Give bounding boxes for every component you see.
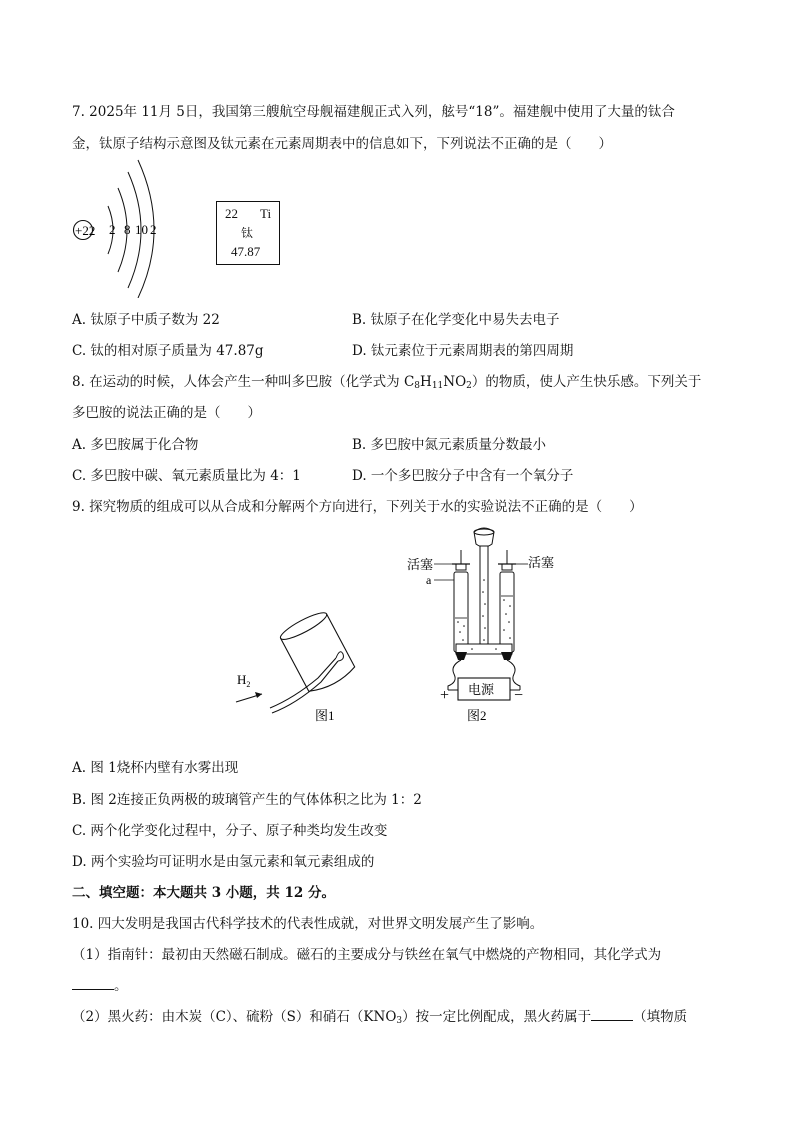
q9-option-d: D. 两个实验均可证明水是由氢元素和氧元素组成的 xyxy=(72,854,375,870)
titanium-atom-structure-diagram xyxy=(68,158,178,298)
q9-stem: 9. 探究物质的组成可以从合成和分解两个方向进行，下列关于水的实验说法不正确的是（ ） xyxy=(72,499,643,515)
figure-2-caption: 图2 xyxy=(467,708,487,723)
figure-1-caption: 图1 xyxy=(315,708,335,723)
q7-option-b: B. 钛原子在化学变化中易失去电子 xyxy=(352,312,560,328)
stopcock-right-label: 活塞 xyxy=(528,555,555,570)
stopcock-left-label: 活塞 xyxy=(407,557,434,572)
q7-stem-line1: 7. 2025年 11月 5日，我国第三艘航空母舰福建舰正式入列，舷号“18”。福建舰中使用了大量的钛合 xyxy=(72,104,675,120)
figure-2-water-electrolysis xyxy=(402,520,562,726)
power-supply-label: 电源 xyxy=(468,682,495,697)
q9-option-c: C. 两个化学变化过程中，分子、原子种类均发生改变 xyxy=(72,823,388,839)
shell-3-electrons: 10 xyxy=(135,222,148,237)
section-2-heading: 二、填空题：本大题共 3 小题，共 12 分。 xyxy=(72,885,335,901)
q10-part1-answer-line: 。 xyxy=(72,977,128,995)
q8-option-d: D. 一个多巴胺分子中含有一个氧分子 xyxy=(352,468,574,484)
q10-stem: 10. 四大发明是我国古代科学技术的代表性成就，对世界文明发展产生了影响。 xyxy=(72,916,544,932)
q8-stem-line2: 多巴胺的说法正确的是（ ） xyxy=(72,405,261,421)
q7-option-a: A. 钛原子中质子数为 22 xyxy=(72,312,220,328)
q8-option-c: C. 多巴胺中碳、氧元素质量比为 4：1 xyxy=(72,468,301,484)
figure-1-hydrogen-combustion xyxy=(232,612,362,727)
q9-option-a: A. 图 1烧杯内壁有水雾出现 xyxy=(72,760,239,776)
atom-nucleus-charge: +22 xyxy=(75,223,96,238)
atomic-mass: 47.87 xyxy=(231,244,261,259)
gas-label: $H_2$ xyxy=(237,672,251,689)
q8-option-b: B. 多巴胺中氮元素质量分数最小 xyxy=(352,437,547,453)
shell-2-electrons: 8 xyxy=(124,222,131,237)
q8-option-a: A. 多巴胺属于化合物 xyxy=(72,437,199,453)
q10-part1-line1: （1）指南针：最初由天然磁石制成。磁石的主要成分与铁丝在氧气中燃烧的产物相同，其化学式为 xyxy=(72,947,662,963)
answer-blank-2[interactable] xyxy=(591,1008,633,1021)
shell-1-electrons: 2 xyxy=(109,222,116,237)
atomic-number: 22 xyxy=(225,206,238,221)
q10-part2-line1: （2）黑火药：由木炭（C）、硫粉（S）和硝石$(KNO_3)$按一定比例配成，黑火药属于 （填物质 xyxy=(72,1009,688,1026)
shell-4-electrons: 2 xyxy=(150,222,157,237)
q7-option-c: C. 钛的相对原子质量为 47.87g xyxy=(72,343,264,359)
tube-a-label: a xyxy=(426,573,432,587)
q7-stem-line2: 金，钛原子结构示意图及钛元素在元素周期表中的信息如下，下列说法不正确的是（ ） xyxy=(72,136,612,152)
negative-terminal: − xyxy=(514,687,524,704)
answer-blank-1[interactable] xyxy=(72,977,114,990)
positive-terminal: + xyxy=(440,687,450,704)
q8-stem-line1: 8. 在运动的时候，人体会产生一种叫多巴胺（化学式为 $C_8H_{11}NO_2$）的物质，使人产生快乐感。下列关于 xyxy=(72,374,702,391)
periodic-table-cell-titanium xyxy=(216,201,280,265)
element-name: 钛 xyxy=(241,226,254,240)
element-symbol: Ti xyxy=(260,206,272,221)
q9-option-b: B. 图 2连接正负两极的玻璃管产生的气体体积之比为 1：2 xyxy=(72,792,422,808)
q7-option-d: D. 钛元素位于元素周期表的第四周期 xyxy=(352,343,574,359)
